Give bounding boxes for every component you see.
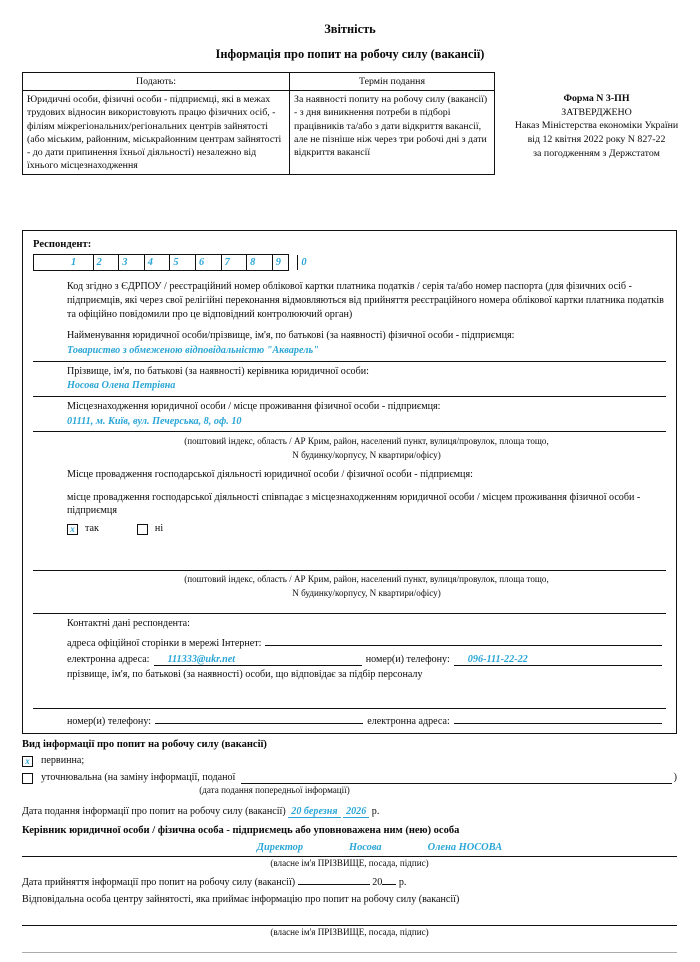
- respondent-label: Респондент:: [33, 239, 92, 250]
- code-digit-cell[interactable]: 7: [222, 255, 248, 270]
- activity-place-note: місце провадження господарської діяльності співпадає з місцезнаходженням юридичної особи / місцем проживання фізичної особи - підприємця: [67, 491, 641, 517]
- previous-date-caption: (дата подання попередньої інформації): [199, 785, 350, 796]
- checkbox-primary[interactable]: x: [22, 756, 33, 767]
- address-caption-line-1: (поштовий індекс, область / АР Крим, район, населений пункт, вулиця/провулок, площа тощо,: [184, 436, 549, 447]
- checkbox-no[interactable]: [137, 524, 148, 535]
- code-digit-cell[interactable]: 1: [68, 255, 94, 270]
- code-digit-cell[interactable]: 8: [247, 255, 273, 270]
- email-input[interactable]: 111333@ukr.net: [154, 654, 362, 666]
- submission-date-row: [22, 806, 677, 819]
- submission-date-label: Дата подання інформації про попит на робочу силу (вакансії): [22, 805, 286, 817]
- code-digit-cell[interactable]: 0: [301, 257, 307, 269]
- cell-submitters-text: Юридичні особи, фізичні особи - підприємці, які в межах трудових відносин використовують працю фізичних осіб, - філіям міжрегіональних/регіональних центрів зайнятості (або міським, районним, міськрайонним центрам зайнятості - до дати припинення їхньої діяльності) незалежно від їхнього місцезнаходження: [23, 91, 290, 175]
- hr-email-label: електронна адреса:: [367, 715, 450, 727]
- signature-caption: (власне ім'я ПРІЗВИЩЕ, посада, підпис): [270, 858, 429, 869]
- acceptance-date-label: Дата прийняття інформації про попит на робочу силу (вакансії): [22, 876, 296, 888]
- checkbox-revised[interactable]: [22, 773, 33, 784]
- table-header-row: [23, 73, 495, 91]
- approved-label: ЗАТВЕРДЖЕНО: [561, 106, 632, 118]
- divider-line: [33, 431, 666, 432]
- cell-deadline-text: За наявності попиту на робочу силу (вакансії) - з дня виникнення потреби в підборі працівників та/або з дати відкриття вакансії, але не пізніше ніж через три робочі дні з дати відкриття вакансії: [290, 91, 495, 175]
- form-number: Форма N 3-ПН: [563, 93, 630, 104]
- code-digit-cell[interactable]: 5: [170, 255, 196, 270]
- hr-phone-input[interactable]: [155, 712, 363, 724]
- activity-place-label: Місце провадження господарської діяльності юридичної особи / фізичної особи - підприємця:: [67, 469, 473, 481]
- legal-address-value[interactable]: 01111, м. Київ, вул. Печерська, 8, оф. 10: [67, 415, 242, 427]
- divider-line: [33, 708, 666, 709]
- info-type-revised-row: [22, 772, 677, 785]
- closing-paren: ): [673, 771, 677, 783]
- code-digit-cell[interactable]: 9: [273, 255, 299, 270]
- previous-date-input[interactable]: [241, 772, 671, 784]
- page-bottom-rule: [22, 952, 677, 953]
- checkbox-no-label: ні: [154, 523, 164, 535]
- acceptance-year-input[interactable]: [382, 884, 396, 885]
- hr-phone-label: номер(и) телефону:: [67, 715, 152, 727]
- submission-date-daymonth[interactable]: 20 березня: [288, 806, 340, 818]
- signature-fullname[interactable]: Олена НОСОВА: [427, 842, 503, 854]
- divider-line: [33, 361, 666, 362]
- hr-email-input[interactable]: [454, 712, 662, 724]
- submission-date-suffix: р.: [371, 805, 380, 817]
- chief-name-label: Прізвище, ім'я, по батькові (за наявності) керівника юридичної особи:: [67, 365, 369, 377]
- email-label: електронна адреса:: [67, 653, 150, 665]
- respondent-code-boxes[interactable]: [33, 254, 307, 271]
- info-type-header: Вид інформації про попит на робочу силу (вакансії): [22, 739, 267, 750]
- signature-values-row: [22, 841, 677, 854]
- acceptance-year-prefix: 20: [372, 876, 383, 888]
- address-caption-line-2: N будинку/корпусу, N квартири/офісу): [292, 450, 441, 461]
- phone-label: номер(и) телефону:: [365, 653, 450, 665]
- acceptance-date-input[interactable]: [298, 884, 370, 885]
- chief-name-value[interactable]: Носова Олена Петрівна: [67, 380, 176, 392]
- entity-name-label: Найменування юридичної особи/прізвище, ім'я, по батькові (за наявності) фізичної особи - підприємця:: [67, 330, 515, 342]
- table-body-row: [23, 91, 495, 175]
- signature-surname[interactable]: Носова: [349, 842, 382, 854]
- contacts-header: Контактні дані респондента:: [67, 618, 190, 630]
- code-digit-cell[interactable]: 4: [145, 255, 171, 270]
- code-digit-cell[interactable]: 2: [94, 255, 120, 270]
- website-row: [67, 634, 666, 651]
- activity-caption-line-1: (поштовий індекс, область / АР Крим, район, населений пункт, вулиця/провулок, площа тощо,: [184, 573, 549, 584]
- officer-signature-rule: [22, 925, 677, 926]
- checkbox-yes-label: так: [85, 523, 99, 535]
- order-line-3: за погодженням з Держстатом: [533, 147, 660, 159]
- signature-rule: [22, 856, 677, 857]
- submission-terms-table: [22, 72, 495, 175]
- checkbox-revised-label: уточнювальна (на заміну інформації, поданої: [41, 771, 236, 783]
- submission-date-year[interactable]: 2026: [343, 806, 369, 818]
- respondent-section-box: [22, 230, 677, 734]
- divider-line: [33, 396, 666, 397]
- email-phone-row: [67, 654, 666, 667]
- document-title-main: Інформація про попит на робочу силу (вакансії): [215, 46, 485, 61]
- hr-person-label: прізвище, ім'я, по батькові (за наявності) особи, що відповідає за підбір персоналу: [67, 669, 423, 681]
- activity-address-blank-area[interactable]: [33, 536, 666, 566]
- website-input[interactable]: [265, 634, 662, 646]
- checkbox-yes[interactable]: x: [67, 524, 78, 535]
- activity-caption-line-2: N будинку/корпусу, N квартири/офісу): [292, 587, 441, 598]
- officer-signature-caption: (власне ім'я ПРІЗВИЩЕ, посада, підпис): [270, 927, 429, 938]
- info-type-primary-row: [22, 755, 677, 768]
- officer-label: Відповідальна особа центру зайнятості, яка приймає інформацію про попит на робочу силу (вакансії): [22, 894, 460, 906]
- order-line-1: Наказ Міністерства економіки України: [514, 120, 679, 132]
- acceptance-date-suffix: р.: [398, 876, 407, 888]
- approval-block: [501, 72, 692, 160]
- entity-name-value[interactable]: Товариство з обмеженою відповідальністю "Акварель": [67, 345, 319, 356]
- bottom-section: [22, 738, 677, 953]
- header-zone: [0, 72, 700, 175]
- website-label: адреса офіційної сторінки в мережі Інтернет:: [67, 637, 262, 649]
- chief-signature-header: Керівник юридичної особи / фізична особа - підприємець або уповноважена ним (нею) особа: [22, 825, 460, 837]
- code-explanation-note: Код згідно з ЄДРПОУ / реєстраційний номер облікової картки платника податків / серія та/або номер паспорта (для фізичних осіб - підприємців, які через свої релігійні переконання відмовляються від прийняття реєстраційного номера облікової картки платника податків та офіційно повідомили про це відповідний контролюючий орган): [67, 281, 664, 320]
- column-header-submitters: Подають:: [23, 73, 290, 91]
- document-title-reporting: Звітність: [324, 22, 376, 36]
- activity-match-choice: [33, 523, 666, 536]
- code-digit-cell[interactable]: 6: [196, 255, 222, 270]
- phone-input[interactable]: 096-111-22-22: [454, 654, 662, 666]
- hr-contact-row: [33, 712, 666, 729]
- legal-address-label: Місцезнаходження юридичної особи / місце проживання фізичної особи - підприємця:: [67, 401, 441, 413]
- divider-line: [33, 570, 666, 571]
- column-header-deadline: Термін подання: [290, 73, 495, 91]
- signature-position[interactable]: Директор: [256, 842, 304, 854]
- form-page: [0, 22, 700, 962]
- order-line-2: від 12 квітня 2022 року N 827-22: [527, 133, 666, 145]
- divider-line: [33, 613, 666, 614]
- code-digit-cell[interactable]: 3: [119, 255, 145, 270]
- acceptance-date-row: [22, 877, 677, 890]
- checkbox-primary-label: первинна;: [41, 755, 85, 767]
